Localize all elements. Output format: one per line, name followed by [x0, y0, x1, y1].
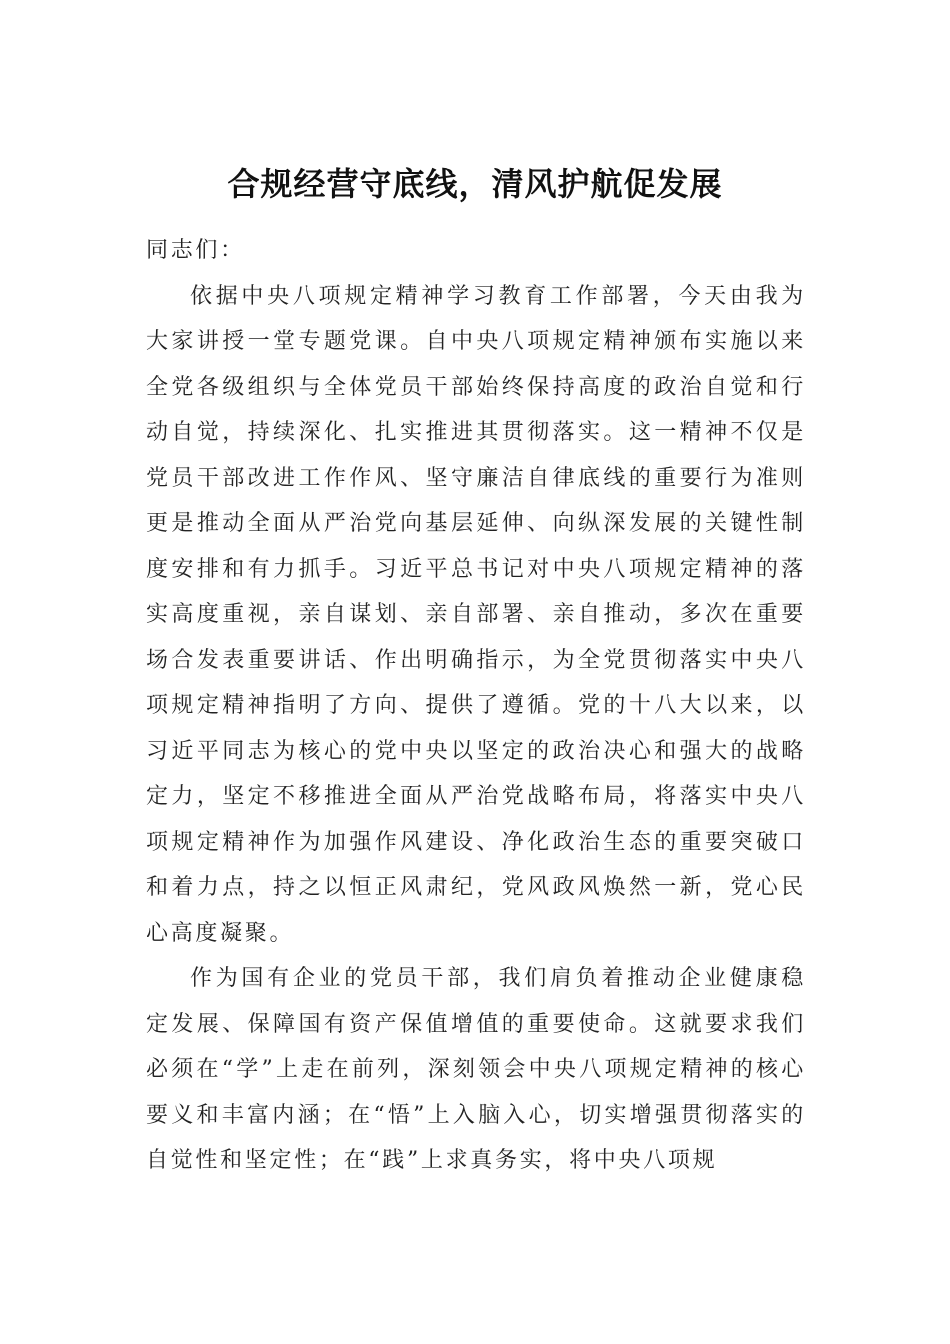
document-title: 合规经营守底线，清风护航促发展: [227, 165, 723, 203]
paragraph-1: 依据中央八项规定精神学习教育工作部署，今天由我为大家讲授一堂专题党课。自中央八项规定精神颁布实施以来全党各级组织与全体党员干部始终保持高度的政治自觉和行动自觉，持续深化、扎实推进其贯彻落实。这一精神不仅是党员干部改进工作作风、坚守廉洁自律底线的重要行为准则更是推动全面从严治党向基层延伸、向纵深发展的关键性制度安排和有力抓手。习近平总书记对中央八项规定精神的落实高度重视，亲自谋划、亲自部署、亲自推动，多次在重要场合发表重要讲话、作出明确指示，为全党贯彻落实中央八项规定精神指明了方向、提供了遵循。党的十八大以来，以习近平同志为核心的党中央以坚定的政治决心和强大的战略定力，坚定不移推进全面从严治党战略布局，将落实中央八项规定精神作为加强作风建设、净化政治生态的重要突破口和着力点，持之以恒正风肃纪，党风政风焕然一新，党心民心高度凝聚。: [146, 283, 806, 946]
paragraph-2: 作为国有企业的党员干部，我们肩负着推动企业健康稳定发展、保障国有资产保值增值的重要使命。这就要求我们必须在“学”上走在前列，深刻领会中央八项规定精神的核心要义和丰富内涵；在“悟”上入脑入心，切实增强贯彻落实的自觉性和坚定性；在“践”上求真务实，将中央八项规: [146, 966, 806, 1173]
greeting: 同志们：: [146, 238, 245, 263]
document-body: [146, 228, 806, 1184]
